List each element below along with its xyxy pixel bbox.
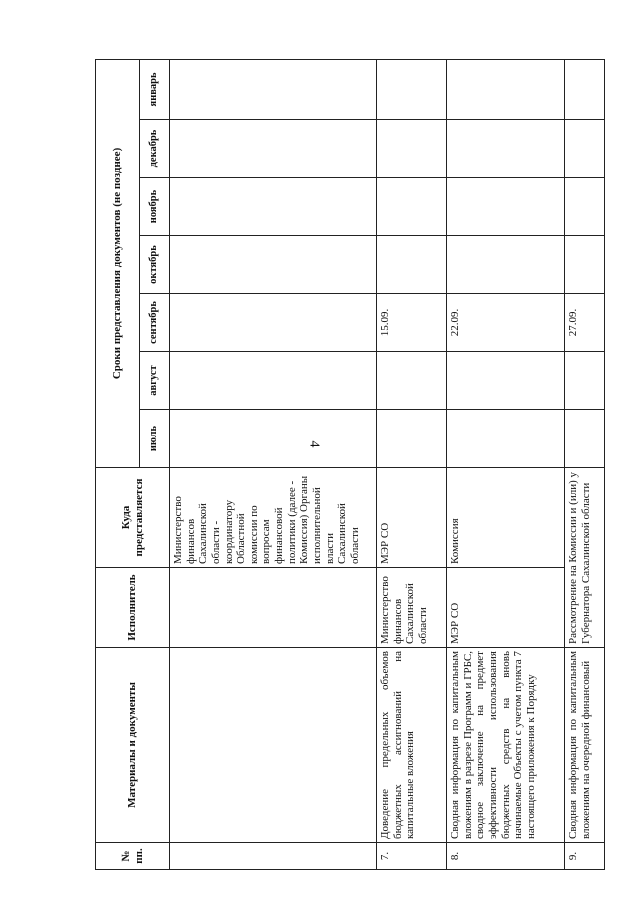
row-date xyxy=(447,236,565,294)
row-executor: Министерство финансов Сахалинской области xyxy=(377,568,447,648)
row-date xyxy=(170,120,377,178)
row-material xyxy=(170,648,377,843)
table-row xyxy=(170,59,377,869)
row-date xyxy=(447,59,565,119)
header-month: декабрь xyxy=(140,120,170,178)
header-month: ноябрь xyxy=(140,178,170,236)
header-month: январь xyxy=(140,59,170,119)
row-num: 8. xyxy=(447,843,565,870)
row-date xyxy=(377,410,447,468)
row-date xyxy=(377,352,447,410)
row-date xyxy=(377,59,447,119)
row-date: 22.09. xyxy=(447,294,565,352)
row-material: Доведение предельных объемов бюджетных ассигнований на капитальные вложения xyxy=(377,648,447,843)
table-row xyxy=(565,59,605,869)
row-num xyxy=(170,843,377,870)
row-executor: МЭР СО xyxy=(447,568,565,648)
row-date xyxy=(377,236,447,294)
row-date xyxy=(565,236,605,294)
row-material: Сводная информация по капитальным вложениям в разрезе Программ и ГРБС, сводное заключение на предмет эффективности использования бюджетных средств на вновь начинаемые Объекты с учетом пункта 7 настоящего приложения к Порядку xyxy=(447,648,565,843)
row-date xyxy=(447,178,565,236)
table-row xyxy=(447,59,565,869)
row-where: МЭР СО xyxy=(377,468,447,568)
row-date xyxy=(447,120,565,178)
row-date xyxy=(170,236,377,294)
row-date xyxy=(565,410,605,468)
table-row xyxy=(377,59,447,869)
header-deadlines: Сроки представления документов (не позднее) xyxy=(96,59,140,467)
row-date xyxy=(447,410,565,468)
schedule-table xyxy=(95,59,605,870)
row-date xyxy=(170,410,377,468)
row-num: 7. xyxy=(377,843,447,870)
header-executor: Исполнитель xyxy=(96,568,170,648)
row-date xyxy=(565,178,605,236)
page-number: 4 xyxy=(306,440,322,448)
rotated-page xyxy=(95,60,590,870)
row-executor xyxy=(170,568,377,648)
row-executor: Рассмотрение на Комиссии и (или) у Губернатора Сахалинской области xyxy=(565,468,605,648)
header-num: № пп. xyxy=(96,843,170,870)
header-month: август xyxy=(140,352,170,410)
row-date xyxy=(565,352,605,410)
row-date: 15.09. xyxy=(377,294,447,352)
row-date xyxy=(565,120,605,178)
row-date xyxy=(170,352,377,410)
row-date xyxy=(170,294,377,352)
header-materials: Материалы и документы xyxy=(96,648,170,843)
header-where: Куда представляется xyxy=(96,468,170,568)
row-material: Сводная информация по капитальным вложениям на очередной финансовый xyxy=(565,648,605,843)
row-num: 9. xyxy=(565,843,605,870)
row-date: 27.09. xyxy=(565,294,605,352)
row-date xyxy=(377,178,447,236)
row-date xyxy=(377,120,447,178)
row-date xyxy=(447,352,565,410)
row-where: Комиссия xyxy=(447,468,565,568)
row-where: Министерство финансов Сахалинской области - координатору Областной комиссии по вопросам финансовой политики (далее - Комиссия) Органы исполнительной власти Сахалинской области xyxy=(170,468,377,568)
row-date xyxy=(565,59,605,119)
header-month: октябрь xyxy=(140,236,170,294)
header-month: июль xyxy=(140,410,170,468)
row-date xyxy=(170,59,377,119)
header-month: сентябрь xyxy=(140,294,170,352)
row-date xyxy=(170,178,377,236)
